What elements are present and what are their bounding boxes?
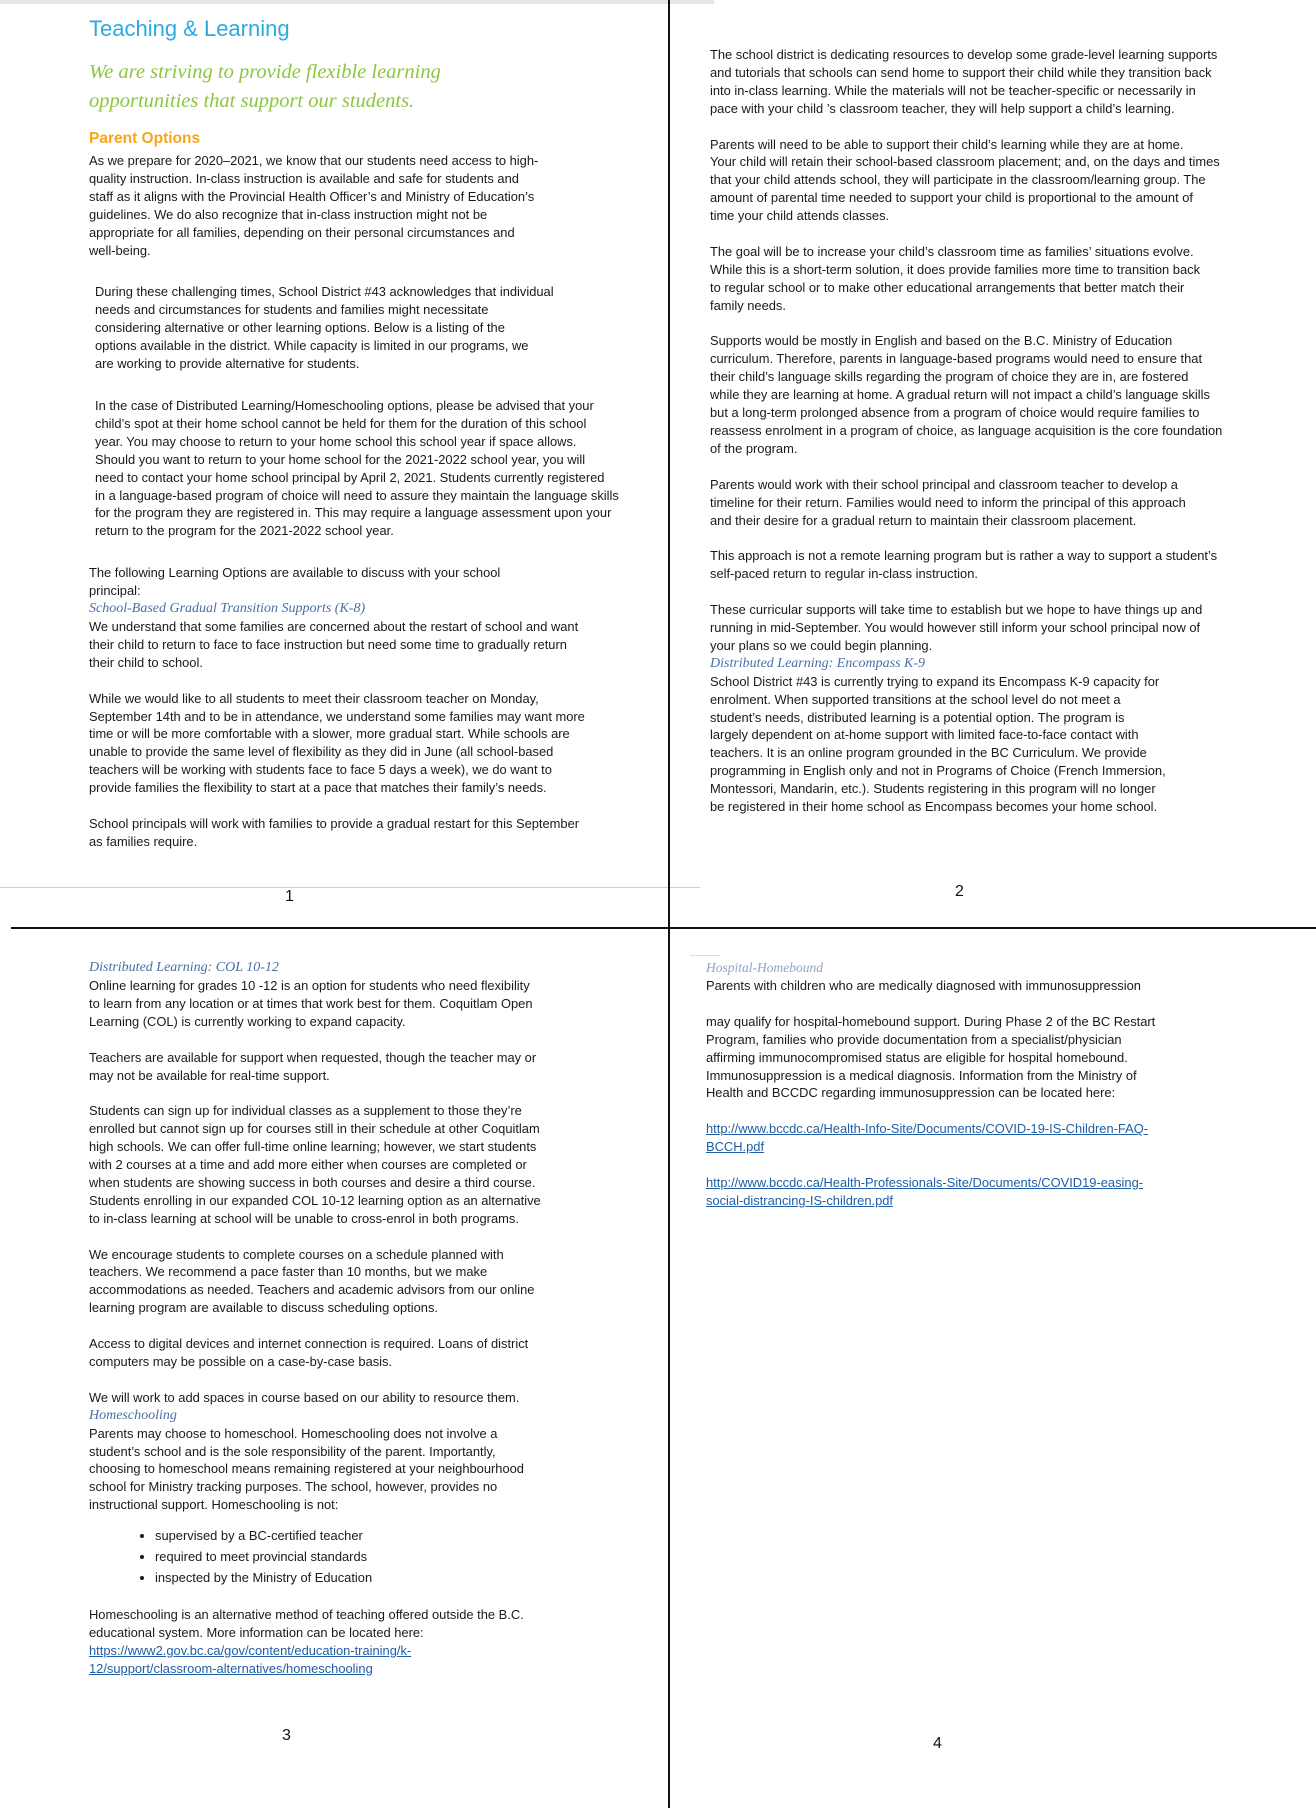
parent-support-paragraph: Parents will need to be able to support their child’s learning while they are at home. Your child will retain their school-based classroom placement; and, on the days and times that your child attends school, they will participate in the classroom/learning group. The amount of parental time needed to support your child is proportional to the amount of time your child attends classes.	[710, 136, 1220, 224]
heading-rule	[690, 955, 720, 956]
approach-paragraph: This approach is not a remote learning program but is rather a way to support a student’s self-paced return to regular in-class instruction.	[710, 548, 1218, 582]
col-paragraph-5: Access to digital devices and internet connection is required. Loans of district computers may be possible on a case-by-case basis.	[89, 1336, 529, 1369]
section-heading-homeschooling: Homeschooling	[89, 1407, 177, 1423]
section-heading-encompass: Distributed Learning: Encompass K-9	[710, 655, 926, 671]
encompass-paragraph: School District #43 is currently trying to expand its Encompass K-9 capacity for enrolment. When supported transitions at the school level do not meet a student’s needs, distributed learning is a potential option. The program is largely dependent on at-home support with limited face-to-face contact with teachers. It is an online program grounded in the BC Curriculum. We provide programming in English only and not in Programs of Choice (French Immersion, Montessori, Mandarin, etc.). Students registering in this program will no longer be registered in their home school as Encompass becomes your home school.	[710, 673, 1166, 815]
bccdc-faq-link[interactable]: http://www.bccdc.ca/Health-Info-Site/Documents/COVID-19-IS-Children-FAQ- BCCH.pdf	[706, 1121, 1149, 1155]
homeschooling-info-paragraph: Homeschooling is an alternative method of teaching offered outside the B.C. educational system. More information can be located here:	[89, 1607, 524, 1641]
hospital-paragraph-1: Parents with children who are medically diagnosed with immunosuppression	[706, 978, 1141, 993]
page-1	[0, 0, 668, 925]
homeschooling-not-list	[89, 1526, 649, 1588]
page-3	[0, 929, 668, 1808]
curricular-supports-paragraph: These curricular supports will take time to establish but we hope to have things up and running in mid-September. You would however still inform your school principal now of your plans so we could begin planning.	[710, 602, 1203, 653]
col-paragraph-4: We encourage students to complete courses on a schedule planned with teachers. We recommend a pace faster than 10 months, but we make accommodations as needed. Teachers and academic advisors from our online learning program are available to discuss scheduling options.	[89, 1246, 535, 1316]
resources-paragraph: The school district is dedicating resources to develop some grade-level learning supports and tutorials that schools can send home to support their child while they transition back into in-class learning. While the materials will not be teacher-specific or necessarily in pace with your child ’s classroom teacher, they will help support a child’s learning.	[710, 47, 1218, 116]
col-paragraph-3: Students can sign up for individual classes as a supplement to those they’re enrolled but cannot sign up for courses still in their schedule at other Coquitlam high schools. We can offer full-time online learning; however, we start students with 2 courses at a time and add more either when courses are completed or when students are showing success in both courses and desire a third course. Students enrolling in our expanded COL 10-12 learning option as an alternative to in-class learning at school will be unable to cross-enrol in both programs.	[89, 1103, 541, 1226]
list-item: • inspected by the Ministry of Education	[155, 1568, 649, 1589]
challenging-times-paragraph: During these challenging times, School District #43 acknowledges that individual needs and circumstances for students and families might necessitate considering alternative or other learning options. Below is a listing of the options available in the district. While capacity is limited in our programs, we are working to provide alternative for students.	[95, 284, 554, 372]
gradual-transition-paragraph-3: School principals will work with families to provide a gradual restart for this September as families require.	[89, 815, 580, 849]
page-2-content	[710, 46, 1300, 816]
list-item: • supervised by a BC-certified teacher	[155, 1526, 649, 1547]
intro-paragraph: As we prepare for 2020–2021, we know that our students need access to high- quality instruction. In-class instruction is available and safe for students and staff as it aligns with the Provincial Health Officer’s and Ministry of Education’s guidelines. We do also recognize that in-class instruction might not be appropriate for all families, depending on their personal circumstances and well-being.	[89, 153, 539, 258]
page-number: 2	[955, 883, 964, 900]
learning-options-intro: The following Learning Options are available to discuss with your school principal:	[89, 565, 501, 599]
page-4-content	[706, 959, 1266, 1210]
section-heading-col: Distributed Learning: COL 10-12	[89, 960, 279, 975]
timeline-paragraph: Parents would work with their school principal and classroom teacher to develop a timeline for their return. Families would need to inform the principal of this approach and their desire for a gradual return to maintain their classroom placement.	[710, 476, 1186, 528]
section-heading-gradual-transition: School-Based Gradual Transition Supports (K-8)	[89, 601, 366, 617]
col-paragraph-6: We will work to add spaces in course based on our ability to resource them.	[89, 1389, 520, 1405]
page-number: 4	[933, 1735, 942, 1752]
page-4	[670, 929, 1316, 1808]
section-heading-hospital-homebound: Hospital-Homebound	[706, 960, 823, 975]
hospital-paragraph-2: may qualify for hospital-homebound support. During Phase 2 of the BC Restart Program, families who provide documentation from a specialist/physician affirming immunocompromised status are eligible for hospital homebound. Immunosuppression is a medical diagnosis. Information from the Ministry of Health and BCCDC regarding immunosuppression can be located here:	[706, 1013, 1156, 1101]
homeschooling-link[interactable]: https://www2.gov.bc.ca/gov/content/education-training/k- 12/support/classroom-alternatives/homeschooling	[89, 1643, 412, 1676]
parent-options-heading: Parent Options	[89, 130, 201, 147]
col-paragraph-1: Online learning for grades 10 -12 is an option for students who need flexibility to learn from any location or at times that work best for them. Coquitlam Open Learning (COL) is currently working to expand capacity.	[89, 978, 533, 1029]
page-3-content	[89, 959, 649, 1678]
gradual-transition-paragraph-1: We understand that some families are concerned about the restart of school and want their child to return to face to face instruction but need some time to gradually return their child to school.	[89, 619, 579, 670]
list-item: • required to meet provincial standards	[155, 1547, 649, 1568]
homeschooling-paragraph: Parents may choose to homeschool. Homeschooling does not involve a student’s school and is the sole responsibility of the parent. Importantly, choosing to homeschool means remaining registered at your neighbourhood school for Ministry tracking purposes. The school, however, provides no instructional support. Homeschooling is not:	[89, 1425, 524, 1513]
page-1-content	[89, 14, 649, 851]
goal-paragraph: The goal will be to increase your child’s classroom time as families’ situations evolve. While this is a short-term solution, it does provide families more time to transition back to regular school or to make other educational arrangements that better match their family needs.	[710, 243, 1201, 313]
distributed-learning-notice: In the case of Distributed Learning/Homeschooling options, please be advised that your child’s spot at their home school cannot be held for them for the duration of this school year. You may choose to return to your home school this school year if space allows. Should you want to return to your home school for the 2021-2022 school year, you will need to contact your home school principal by April 2, 2021. Students currently registered in a language-based program of choice will need to assure they maintain the language skills for the program they are registered in. This may require a language assessment upon your return to the program for the 2021-2022 school year.	[95, 397, 619, 539]
page-2	[670, 0, 1316, 925]
page-title: Teaching & Learning	[89, 16, 290, 41]
supports-language-paragraph: Supports would be mostly in English and based on the B.C. Ministry of Education curriculum. Therefore, parents in language-based programs would need to ensure that their child’s language skills regarding the program of choice they are in, are fostered while they are learning at home. A gradual return will not impact a child’s language skills but a long-term prolonged absence from a program of choice would require families to reassess enrolment in a program of choice, as language acquisition is the core foundation of the program.	[710, 333, 1223, 456]
col-paragraph-2: Teachers are available for support when requested, though the teacher may or may not be available for real-time support.	[89, 1049, 537, 1083]
page-number: 1	[285, 888, 294, 905]
tagline: We are striving to provide flexible learning opportunities that support our students.	[89, 61, 441, 112]
page-number: 3	[282, 1727, 291, 1744]
bccdc-easing-link[interactable]: http://www.bccdc.ca/Health-Professionals-Site/Documents/COVID19-easing- social-distrancing-IS-children.pdf	[706, 1174, 1144, 1208]
gradual-transition-paragraph-2: While we would like to all students to meet their classroom teacher on Monday, September 14th and to be in attendance, we understand some families may want more time or will be more comfortable with a slower, more gradual start. While schools are unable to provide the same level of flexibility as they did in June (all school-based teachers will be working with students face to face 5 days a week), we do want to provide families the flexibility to start at a pace that matches their family’s needs.	[89, 690, 585, 796]
